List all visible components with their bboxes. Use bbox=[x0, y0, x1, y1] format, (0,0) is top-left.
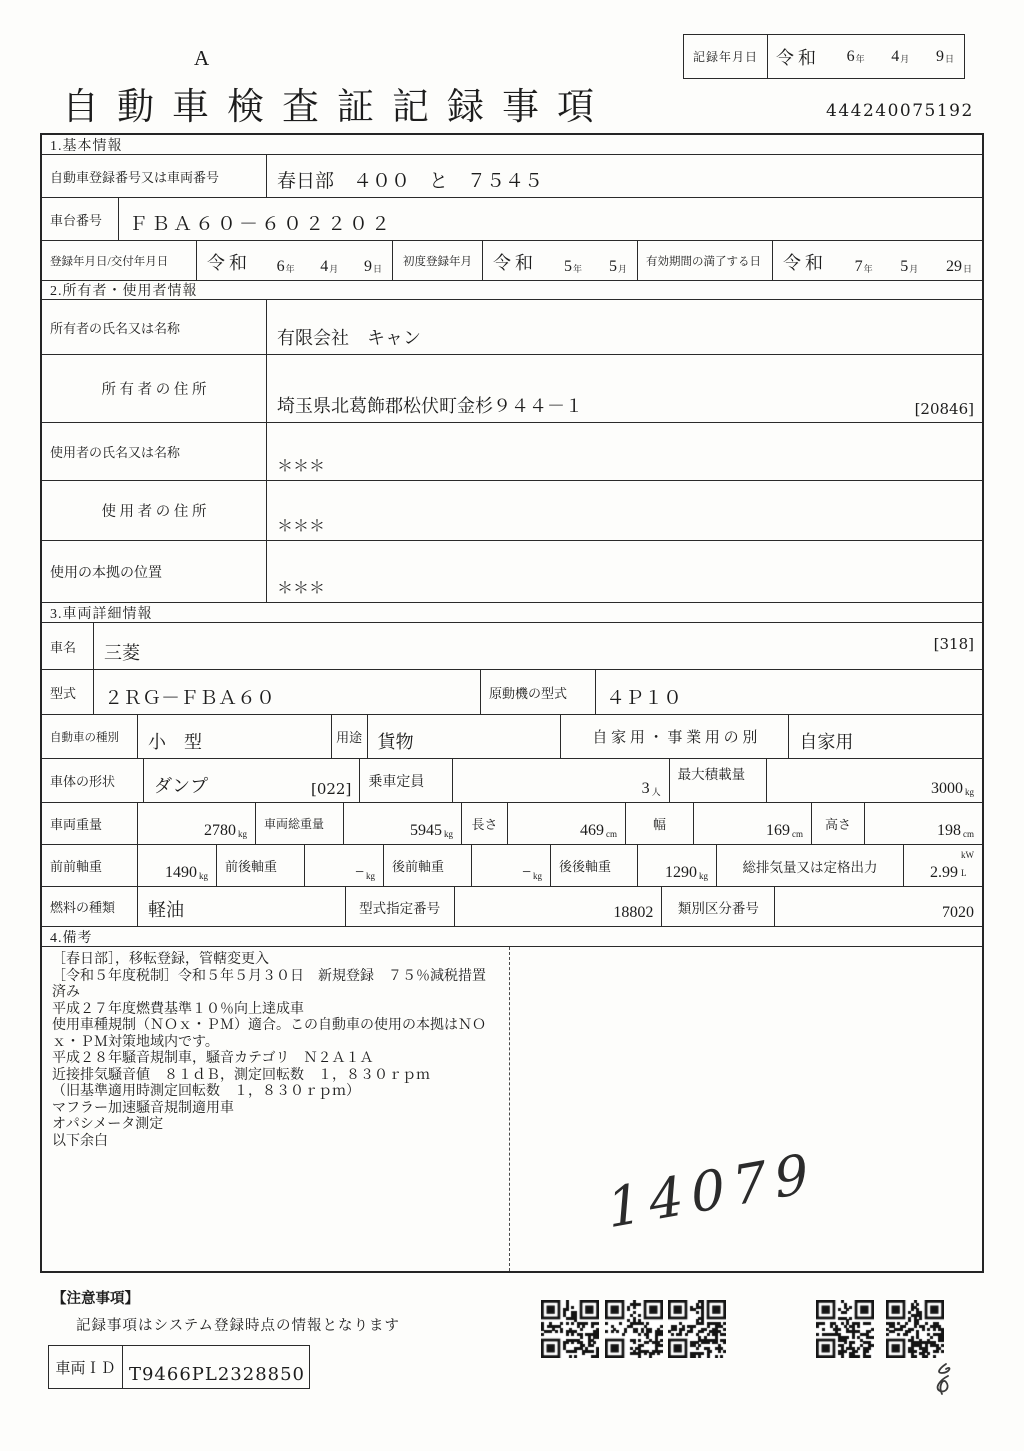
row-axle-weights bbox=[42, 845, 982, 887]
usage-value: 貨物 bbox=[368, 715, 562, 758]
user-name-value: ＊＊＊ bbox=[277, 458, 326, 475]
row-dates bbox=[42, 241, 982, 281]
row-category bbox=[42, 715, 982, 759]
row-user-address bbox=[42, 481, 982, 541]
height-label: 高さ bbox=[812, 803, 865, 844]
remarks-right-area bbox=[510, 947, 982, 1271]
owner-address-value: 埼玉県北葛飾郡松伏町金杉９４４－１ [20846] bbox=[277, 396, 974, 418]
ownership-label: 自 家 用 ・ 事 業 用 の 別 bbox=[561, 715, 789, 758]
ownership-value: 自家用 bbox=[799, 732, 854, 752]
section-title-remarks: 4.備考 bbox=[42, 927, 982, 947]
engine-model-value: ４Ｐ１０ bbox=[606, 688, 683, 709]
remark-line: （旧基準適用時測定回転数 １，８３０ｒｐｍ） bbox=[52, 1084, 360, 1099]
main-table bbox=[40, 133, 984, 1273]
owner-name-value: 有限会社 キャン bbox=[277, 328, 421, 348]
record-date-day: 9 bbox=[935, 47, 944, 65]
row-chassis-number bbox=[42, 198, 982, 241]
remark-line: 近接排気騒音値 ８１ｄＢ，測定回転数 １，８３０ｒｐｍ bbox=[52, 1067, 430, 1083]
vehicle-id-value: T9466PL2328850 bbox=[128, 1364, 305, 1385]
body-shape-value: ダンプ [022] bbox=[144, 759, 360, 802]
registration-number-label: 自動車登録番号又は車両番号 bbox=[42, 155, 267, 197]
first-registration-value: 令和 5 年 5 月 bbox=[483, 241, 638, 280]
handwritten-number: 14079 bbox=[604, 1140, 820, 1241]
axle-front-rear-label: 前後軸重 bbox=[217, 845, 305, 886]
record-date-year: 6 bbox=[846, 47, 855, 65]
registration-date-label: 登録年月日/交付年月日 bbox=[42, 241, 197, 280]
section-title-owner: 2.所有者・使用者情報 bbox=[42, 281, 982, 300]
class-code-label: 類別区分番号 bbox=[662, 887, 775, 926]
remark-line: ｘ・ＰＭ対策地域内です。 bbox=[52, 1034, 219, 1050]
fuel-type-value: 軽油 bbox=[138, 887, 346, 926]
usage-label: 用途 bbox=[332, 715, 368, 758]
remark-line: 以下余白 bbox=[52, 1133, 108, 1149]
row-owner-name bbox=[42, 300, 982, 355]
model-value: ２ＲＧ－ＦＢＡ６０ bbox=[94, 670, 481, 714]
expiry-date-value: 令和 7 年 5 月 29 日 bbox=[783, 253, 972, 275]
row-fuel bbox=[42, 887, 982, 927]
type-designation-label: 型式指定番号 bbox=[346, 887, 455, 926]
section-title-basic: 1.基本情報 bbox=[42, 135, 982, 155]
axle-front-front-label: 前前軸重 bbox=[42, 845, 138, 886]
gross-weight-value: 5945 kg bbox=[344, 803, 462, 844]
qr-code bbox=[886, 1300, 944, 1358]
remark-line: マフラー加速騒音規制適用車 bbox=[52, 1100, 234, 1116]
chassis-number-label: 車台番号 bbox=[42, 198, 119, 240]
axle-rear-front-value: − kg bbox=[472, 845, 551, 886]
width-label: 幅 bbox=[626, 803, 694, 844]
max-load-value: 3000 kg bbox=[930, 780, 974, 797]
axle-front-rear-value: − kg bbox=[305, 845, 384, 886]
remark-line: 使用車種規制（ＮＯｘ・ＰＭ）適合。この自動車の使用の本拠はＮＯ bbox=[52, 1018, 486, 1033]
width-value: 169 cm bbox=[694, 803, 812, 844]
category-label: 自動車の種別 bbox=[42, 715, 138, 758]
user-address-value: ＊＊＊ bbox=[277, 518, 326, 535]
remark-line: ［春日部］，移転登録，管轄変更入 bbox=[52, 952, 269, 967]
capacity-value: 3 人 bbox=[453, 759, 669, 802]
row-base-location bbox=[42, 541, 982, 603]
gross-weight-label: 車両総重量 bbox=[256, 803, 344, 844]
record-date-box bbox=[683, 34, 965, 79]
length-value: 469 cm bbox=[508, 803, 626, 844]
row-body-shape bbox=[42, 759, 982, 803]
body-shape-code: [022] bbox=[310, 780, 352, 798]
row-remarks bbox=[42, 947, 982, 1271]
owner-address-label: 所 有 者 の 住 所 bbox=[42, 355, 267, 422]
remark-line: オパシメータ測定 bbox=[52, 1117, 164, 1132]
class-code-value: 7020 bbox=[942, 904, 975, 921]
vehicle-weight-label: 車両重量 bbox=[42, 803, 138, 844]
vehicle-weight-value: 2780 kg bbox=[138, 803, 256, 844]
user-name-label: 使用者の氏名又は名称 bbox=[42, 423, 267, 480]
record-date-value: 令和 6 年 4 月 9 日 bbox=[768, 35, 964, 78]
registration-number-value: 春日部 ４００ と ７５４５ bbox=[277, 171, 544, 192]
car-name-value: 三菱 [318] bbox=[104, 635, 974, 663]
qr-code bbox=[605, 1300, 663, 1358]
chassis-number-value: ＦＢＡ６０－６０２２０２ bbox=[129, 214, 394, 235]
body-shape-label: 車体の形状 bbox=[42, 759, 144, 802]
qr-code bbox=[816, 1300, 874, 1358]
remark-line: ［令和５年度税制］令和５年５月３０日 新規登録 ７５％減税措置 bbox=[52, 968, 486, 984]
handwritten-scribble bbox=[916, 1360, 964, 1418]
notice-text: 記録事項はシステム登録時点の情報となります bbox=[76, 1318, 401, 1334]
axle-rear-rear-value: 1290 kg bbox=[638, 845, 717, 886]
base-location-label: 使用の本拠の位置 bbox=[42, 541, 267, 602]
row-model bbox=[42, 670, 982, 715]
axle-rear-rear-label: 後後軸重 bbox=[551, 845, 638, 886]
remark-line: 済み bbox=[52, 985, 80, 1000]
row-user-name bbox=[42, 423, 982, 481]
document-title: 自動車検査証記録事項 bbox=[62, 87, 612, 128]
model-label: 型式 bbox=[42, 670, 94, 714]
category-value: 小 型 bbox=[138, 715, 332, 758]
length-label: 長さ bbox=[462, 803, 508, 844]
remark-line: 平成２８年騒音規制車，騒音カテゴリ Ｎ２Ａ１Ａ bbox=[52, 1051, 374, 1066]
max-load-label: 最大積載量 bbox=[670, 759, 767, 802]
owner-name-label: 所有者の氏名又は名称 bbox=[42, 300, 267, 354]
displacement-value: 2.99 kW L bbox=[930, 850, 974, 881]
capacity-label: 乗車定員 bbox=[360, 759, 453, 802]
remark-line: 平成２７年度燃費基準１０％向上達成車 bbox=[52, 1001, 304, 1017]
vehicle-id-box bbox=[48, 1345, 310, 1389]
row-weights bbox=[42, 803, 982, 845]
height-value: 198 cm bbox=[937, 822, 974, 839]
first-registration-label: 初度登録年月 bbox=[393, 241, 483, 280]
row-car-name bbox=[42, 623, 982, 670]
type-designation-value: 18802 bbox=[455, 887, 663, 926]
owner-address-code: [20846] bbox=[914, 400, 974, 418]
axle-rear-front-label: 後前軸重 bbox=[384, 845, 472, 886]
displacement-label: 総排気量又は定格出力 bbox=[717, 845, 904, 886]
axle-front-front-value: 1490 kg bbox=[138, 845, 217, 886]
engine-model-label: 原動機の型式 bbox=[481, 670, 596, 714]
car-name-label: 車名 bbox=[42, 623, 94, 669]
qr-code bbox=[541, 1300, 599, 1358]
record-date-era: 令和 bbox=[776, 47, 820, 68]
row-owner-address bbox=[42, 355, 982, 423]
fuel-type-label: 燃料の種類 bbox=[42, 887, 138, 926]
qr-code bbox=[668, 1300, 726, 1358]
user-address-label: 使 用 者 の 住 所 bbox=[42, 481, 267, 540]
row-registration-number bbox=[42, 155, 982, 198]
remarks-text-block bbox=[42, 947, 510, 1271]
record-date-label: 記録年月日 bbox=[684, 35, 768, 78]
document-number: 444240075192 bbox=[826, 101, 974, 121]
expiry-date-label: 有効期間の満了する日 bbox=[638, 241, 773, 280]
car-name-code: [318] bbox=[933, 635, 974, 653]
vehicle-id-label: 車両ＩＤ bbox=[49, 1346, 123, 1388]
base-location-value: ＊＊＊ bbox=[277, 580, 326, 597]
notice-title: 【注意事項】 bbox=[52, 1291, 139, 1307]
section-title-vehicle: 3.車両詳細情報 bbox=[42, 603, 982, 623]
registration-date-value: 令和 6 年 4 月 9 日 bbox=[197, 241, 393, 280]
record-date-month: 4 bbox=[891, 47, 900, 65]
page-mark-a: A bbox=[194, 46, 210, 70]
